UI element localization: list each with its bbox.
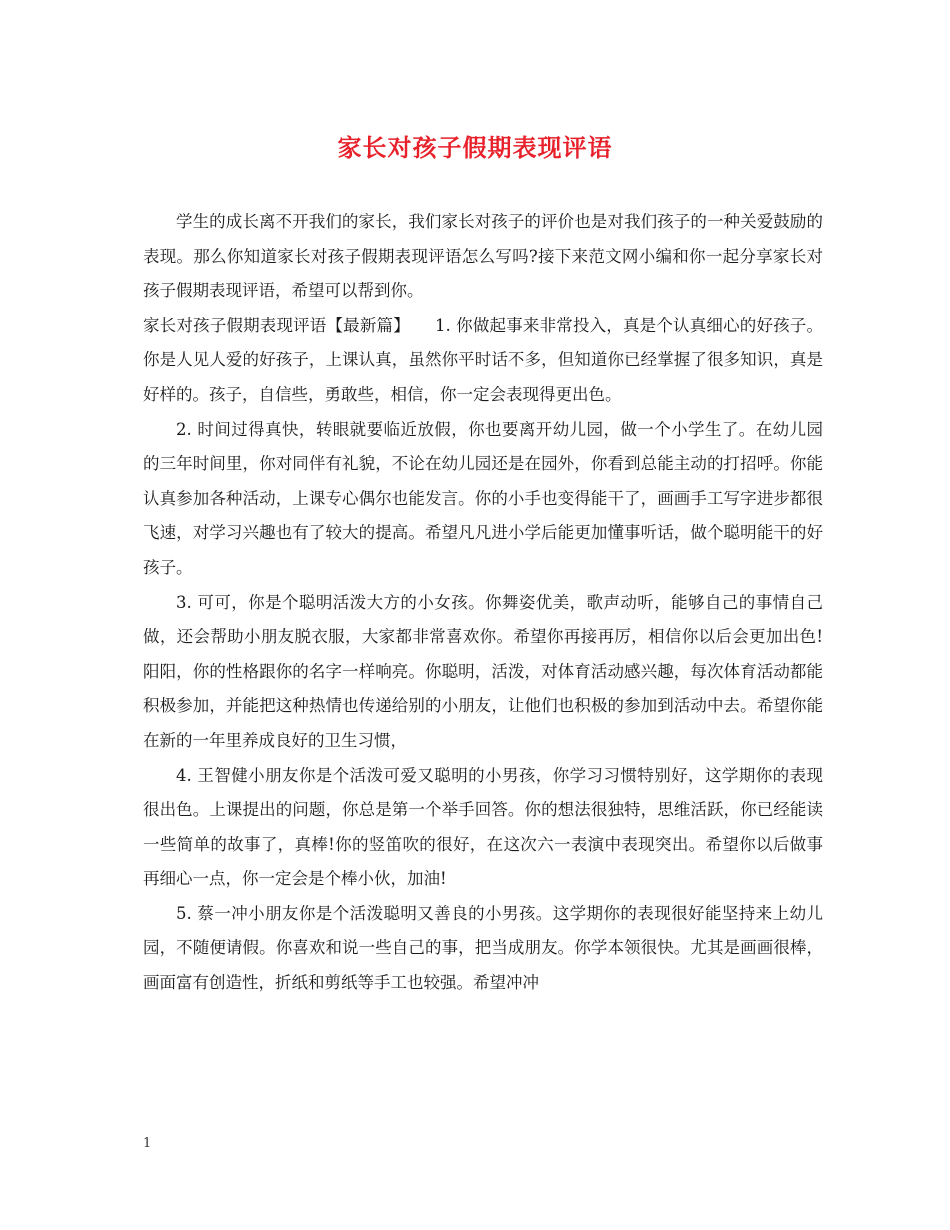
document-body — [143, 205, 823, 1001]
intro-paragraph: 学生的成长离不开我们的家长，我们家长对孩子的评价也是对我们孩子的一种关爱鼓励的表现。那么你知道家长对孩子假期表现评语怎么写吗?接下来范文网小编和你一起分享家长对孩子假期表现评语，希望可以帮到你。 — [143, 212, 823, 301]
page-number: 1 — [143, 1136, 152, 1151]
paragraph-3: 3. 可可，你是个聪明活泼大方的小女孩。你舞姿优美，歌声动听，能够自己的事情自己做，还会帮助小朋友脱衣服，大家都非常喜欢你。希望你再接再厉，相信你以后会更加出色!阳阳，你的性格跟你的名字一样响亮。你聪明，活泼，对体育活动感兴趣，每次体育活动都能积极参加，并能把这种热情也传递给别的小朋友，让他们也积极的参加到活动中去。希望你能在新的一年里养成良好的卫生习惯， — [143, 592, 823, 750]
document-title: 家长对孩子假期表现评语 — [337, 133, 613, 162]
paragraph-4: 4. 王智健小朋友你是个活泼可爱又聪明的小男孩，你学习习惯特别好，这学期你的表现很出色。上课提出的问题，你总是第一个举手回答。你的想法很独特，思维活跃，你已经能读一些简单的故事了，真棒!你的竖笛吹的很好，在这次六一表演中表现突出。希望你以后做事再细心一点，你一定会是个棒小伙，加油! — [143, 765, 823, 889]
paragraph-5: 5. 蔡一冲小朋友你是个活泼聪明又善良的小男孩。这学期你的表现很好能坚持来上幼儿园，不随便请假。你喜欢和说一些自己的事，把当成朋友。你学本领很快。尤其是画画很棒，画面富有创造性，折纸和剪纸等手工也较强。希望冲冲 — [143, 903, 823, 993]
paragraph-1: 家长对孩子假期表现评语【最新篇】 1. 你做起事来非常投入，真是个认真细心的好孩子。你是人见人爱的好孩子，上课认真，虽然你平时话不多，但知道你已经掌握了很多知识，真是好样的。孩子，自信些，勇敢些，相信，你一定会表现得更出色。 — [143, 315, 823, 404]
paragraph-2: 2. 时间过得真快，转眼就要临近放假，你也要离开幼儿园，做一个小学生了。在幼儿园的三年时间里，你对同伴有礼貌，不论在幼儿园还是在园外，你看到总能主动的打招呼。你能认真参加各种活动，上课专心偶尔也能发言。你的小手也变得能干了，画画手工写字进步都很飞速，对学习兴趣也有了较大的提高。希望凡凡进小学后能更加懂事听话，做个聪明能干的好孩子。 — [143, 419, 823, 577]
